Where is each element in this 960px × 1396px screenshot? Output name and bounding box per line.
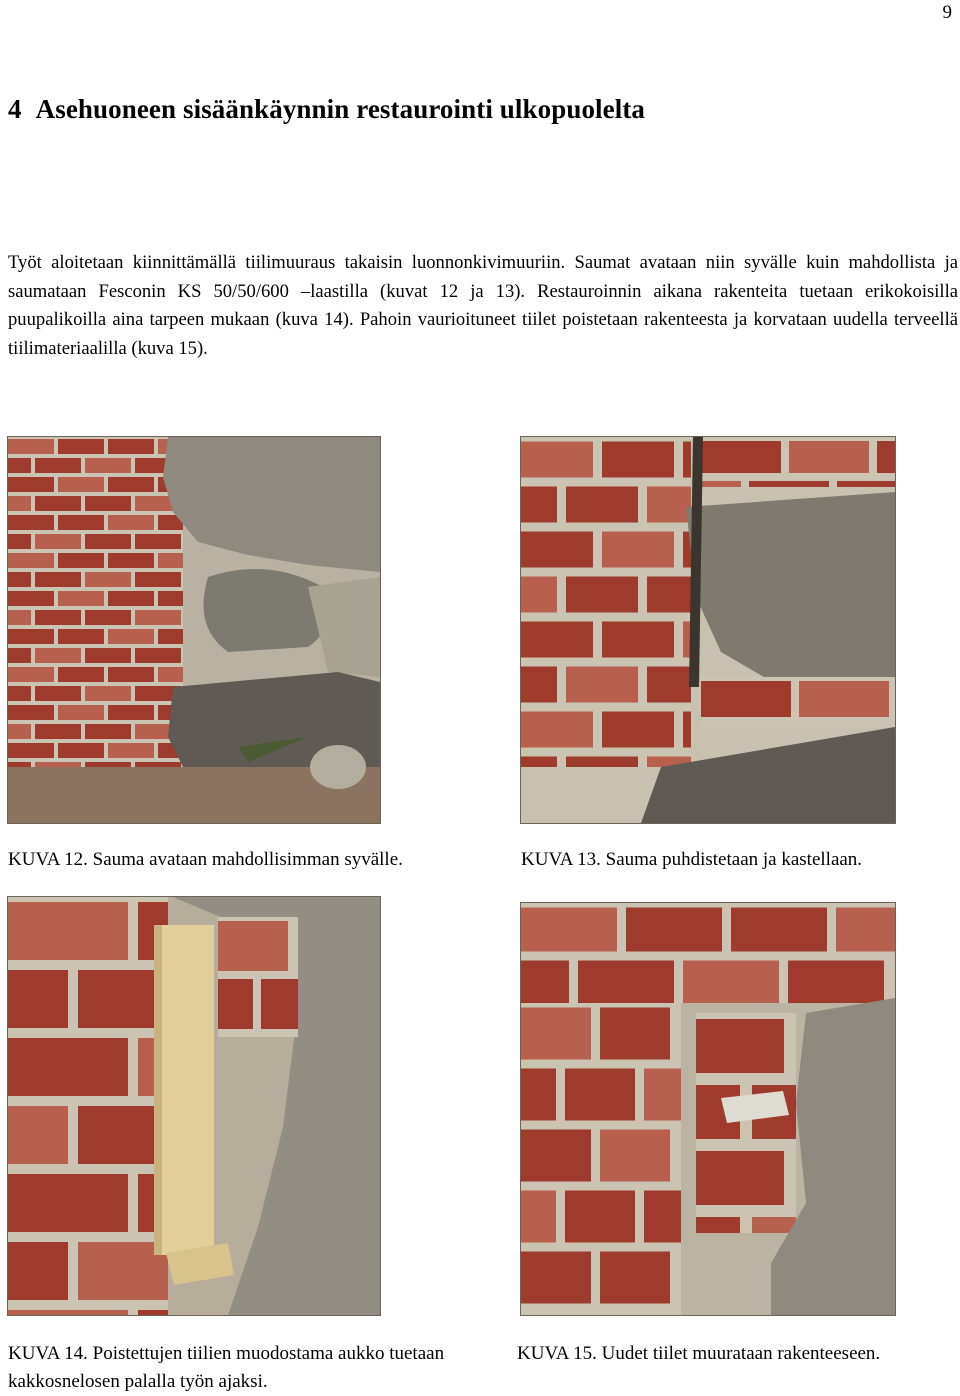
brick — [35, 572, 81, 587]
brick — [85, 496, 131, 511]
brick — [108, 629, 154, 644]
section-heading — [8, 94, 645, 125]
brick — [35, 458, 81, 473]
brick — [35, 610, 81, 625]
brick — [35, 686, 81, 701]
brick — [35, 762, 81, 767]
brick — [731, 908, 827, 952]
brick — [799, 681, 889, 717]
brick — [602, 622, 674, 658]
brick — [138, 1310, 168, 1315]
caption-kuva-13: KUVA 13. Sauma puhdistetaan ja kastellaan. — [521, 849, 863, 870]
brick — [701, 681, 791, 717]
brick — [683, 442, 691, 478]
brick — [85, 534, 131, 549]
brick — [158, 629, 183, 644]
brick — [85, 572, 131, 587]
brick — [108, 667, 154, 682]
brick — [85, 686, 131, 701]
brick — [565, 1069, 635, 1121]
brick — [8, 762, 31, 767]
caption-kuva-12: KUVA 12. Sauma avataan mahdollisimman syvälle. — [8, 849, 403, 870]
brick — [578, 961, 674, 1004]
brick — [8, 902, 128, 960]
brick — [8, 629, 54, 644]
brick — [261, 979, 298, 1029]
brick — [35, 534, 81, 549]
brick — [877, 441, 895, 473]
brick — [8, 1174, 128, 1232]
brick — [85, 648, 131, 663]
brick — [565, 1191, 635, 1243]
caption-kuva-14: KUVA 14. Poistettujen tiilien muodostama aukko tuetaan kakkosnelosen palalla työn ajaksi. — [8, 1343, 445, 1392]
brick — [647, 487, 691, 523]
brick — [8, 496, 31, 511]
brick — [626, 908, 722, 952]
brick — [521, 667, 557, 703]
brick — [8, 439, 54, 454]
brick — [749, 481, 829, 487]
brick — [8, 1242, 68, 1300]
photo-kuva-13-image — [521, 437, 895, 823]
brick — [521, 1191, 556, 1243]
page-number: 9 — [942, 2, 952, 23]
brick — [58, 591, 104, 606]
brick — [644, 1191, 681, 1243]
brick — [521, 908, 617, 952]
brick — [8, 705, 54, 720]
brick — [108, 553, 154, 568]
brick — [701, 481, 741, 487]
brick — [218, 921, 288, 971]
section-number: 4 — [8, 94, 22, 124]
brick — [58, 667, 104, 682]
brick — [752, 1217, 796, 1233]
photo-kuva-14-image — [8, 897, 380, 1315]
brick — [158, 591, 183, 606]
brick — [8, 458, 31, 473]
brick — [8, 553, 54, 568]
caption-kuva-15: KUVA 15. Uudet tiilet muurataan rakenteeseen. — [517, 1343, 881, 1364]
brick — [8, 686, 31, 701]
brick — [8, 477, 54, 492]
brick — [58, 515, 104, 530]
brick — [566, 667, 638, 703]
brick — [647, 667, 691, 703]
brick — [35, 648, 81, 663]
brick — [8, 1310, 128, 1315]
brick — [8, 970, 68, 1028]
brick — [647, 577, 691, 613]
brick — [521, 961, 569, 1004]
brick — [135, 534, 181, 549]
brick — [158, 667, 183, 682]
brick — [566, 487, 638, 523]
brick — [683, 961, 779, 1004]
brick — [108, 743, 154, 758]
brick — [108, 591, 154, 606]
brick — [58, 477, 104, 492]
brick — [566, 757, 638, 768]
brick — [35, 496, 81, 511]
photo-kuva-12 — [7, 436, 381, 824]
brick — [8, 648, 31, 663]
brick — [8, 610, 31, 625]
brick — [696, 1019, 784, 1073]
brick — [566, 577, 638, 613]
brick — [85, 724, 131, 739]
brick — [135, 610, 181, 625]
brick — [58, 743, 104, 758]
brick — [521, 442, 593, 478]
photo-kuva-15 — [520, 902, 896, 1316]
brick — [35, 724, 81, 739]
brick — [8, 743, 54, 758]
brick — [644, 1069, 681, 1121]
brick — [602, 442, 674, 478]
brick — [58, 553, 104, 568]
intro-paragraph: Työt aloitetaan kiinnittämällä tiilimuuraus takaisin luonnonkivimuuriin. Saumat avataan niin syvälle kuin mahdollista ja saumataan Fesconin KS 50/50/600 –laastilla (kuvat 12 ja 13). Restauroinnin aikana rakenteita tuetaan erikokoisilla puupalikoilla aina tarpeen mukaan (kuva 14). Pahoin vaurioituneet tiilet poistetaan rakenteesta ja korvataan uudella terveellä tiilimateriaalilla (kuva 15). — [8, 252, 958, 359]
brick — [600, 1252, 670, 1304]
brick — [8, 572, 31, 587]
brick — [8, 1038, 128, 1096]
brick — [521, 712, 593, 748]
brick — [108, 439, 154, 454]
brick — [135, 572, 181, 587]
brick — [600, 1008, 670, 1060]
photo-kuva-15-image — [521, 903, 895, 1315]
brick — [8, 515, 54, 530]
brick — [58, 439, 104, 454]
section-title: Asehuoneen sisäänkäynnin restaurointi ulkopuolelta — [35, 94, 646, 124]
brick — [521, 1252, 591, 1304]
brick — [837, 481, 895, 487]
brick — [8, 667, 54, 682]
brick — [108, 705, 154, 720]
brick — [696, 1151, 784, 1205]
brick — [85, 458, 131, 473]
brick — [218, 979, 253, 1029]
brick — [108, 515, 154, 530]
photo-kuva-13 — [520, 436, 896, 824]
brick — [135, 648, 181, 663]
photo-kuva-14 — [7, 896, 381, 1316]
brick — [521, 487, 557, 523]
brick — [521, 622, 593, 658]
brick — [58, 629, 104, 644]
brick — [58, 705, 104, 720]
brick — [85, 610, 131, 625]
brick — [8, 724, 31, 739]
brick — [158, 553, 183, 568]
brick — [8, 534, 31, 549]
brick — [836, 908, 895, 952]
brick — [788, 961, 884, 1004]
brick — [600, 1130, 670, 1182]
brick — [521, 577, 557, 613]
brick — [521, 1069, 556, 1121]
brick — [108, 477, 154, 492]
brick — [696, 1217, 740, 1233]
brick — [521, 1008, 591, 1060]
brick — [85, 762, 131, 767]
brick — [8, 591, 54, 606]
photo-kuva-12-image — [8, 437, 380, 823]
brick — [602, 712, 674, 748]
brick — [683, 712, 691, 748]
brick — [8, 1106, 68, 1164]
brick — [521, 757, 557, 768]
brick — [521, 1130, 591, 1182]
brick — [521, 532, 593, 568]
brick — [789, 441, 869, 473]
brick — [135, 762, 181, 767]
brick — [602, 532, 674, 568]
brick — [701, 441, 781, 473]
